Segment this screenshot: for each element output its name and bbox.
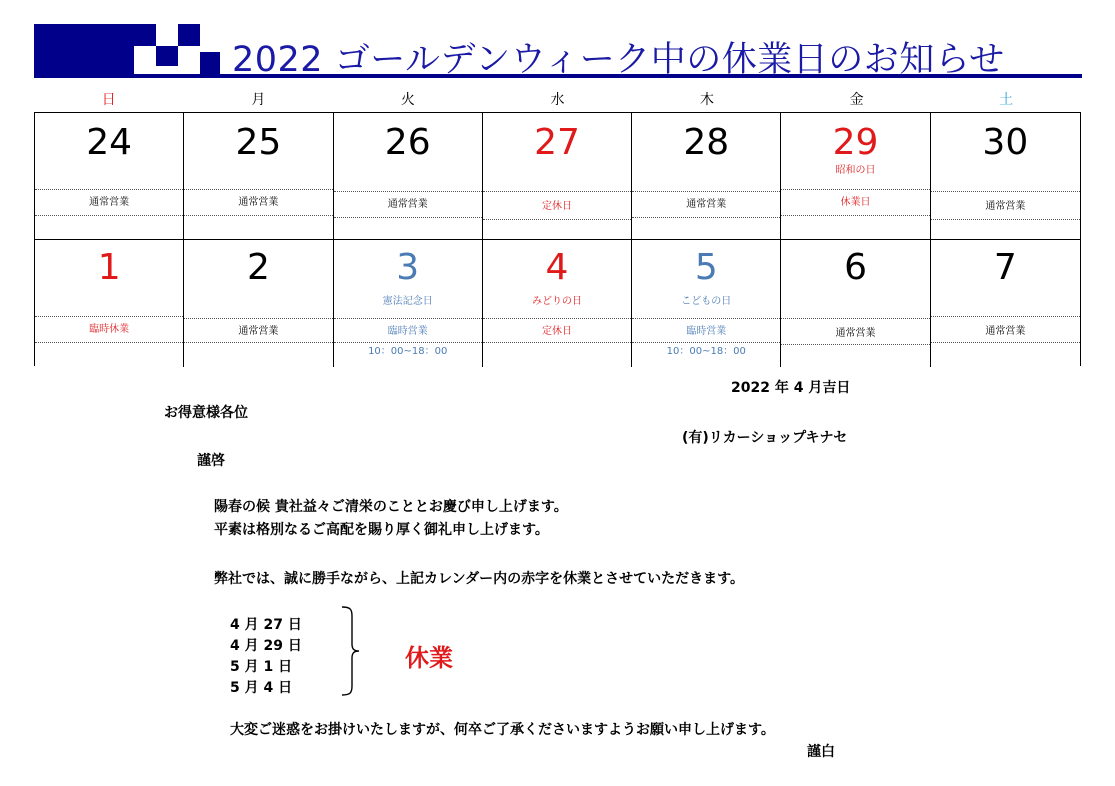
day-number: 26 (384, 122, 431, 163)
divider (184, 215, 332, 216)
day-number: 29 (832, 122, 879, 163)
calendar-day-cell (184, 240, 333, 367)
calendar-day-cell (184, 113, 333, 239)
calendar-day-cell (35, 113, 184, 239)
divider (931, 219, 1080, 220)
closed-label: 休業 (405, 644, 453, 672)
divider (35, 215, 183, 216)
holiday-name: こどもの日 (681, 296, 732, 307)
divider (35, 316, 183, 317)
closed-date: 5 月 1 日 (230, 659, 293, 675)
day-status: 定休日 (541, 201, 572, 212)
divider (184, 342, 332, 343)
letter-date: 2022 年 4 月吉日 (731, 380, 851, 396)
right-brace (340, 606, 360, 696)
day-status: 通常営業 (387, 199, 428, 210)
divider (334, 318, 482, 319)
day-number: 30 (982, 122, 1029, 163)
day-number: 4 (545, 247, 569, 288)
calendar-week-1 (35, 113, 1080, 239)
checker-logo-square (134, 24, 156, 46)
divider (931, 342, 1080, 343)
day-number: 3 (396, 247, 420, 288)
day-status: 定休日 (541, 326, 572, 337)
calendar-day-cell (334, 113, 483, 239)
divider (931, 316, 1080, 317)
weekday-wed: 水 (550, 92, 565, 108)
day-number: 1 (97, 247, 121, 288)
calendar-grid (34, 112, 1081, 366)
divider (35, 342, 183, 343)
divider (632, 217, 780, 218)
divider (781, 189, 929, 190)
calendar-day-cell (931, 113, 1080, 239)
calendar-week-2 (35, 240, 1080, 367)
letter-opening: 謹啓 (197, 453, 225, 469)
divider (781, 344, 929, 345)
divider (334, 191, 482, 192)
calendar-day-cell (781, 113, 930, 239)
divider (184, 189, 332, 190)
checker-logo (34, 24, 134, 78)
holiday-name: 憲法記念日 (382, 296, 433, 307)
divider (931, 191, 1080, 192)
day-status: 通常営業 (985, 326, 1026, 337)
calendar-day-cell (35, 240, 184, 367)
day-number: 6 (844, 247, 867, 288)
divider (35, 189, 183, 190)
letter-company: (有)リカーショップキナセ (682, 430, 848, 446)
letter-addressee: お得意様各位 (164, 405, 248, 421)
calendar-day-cell (632, 113, 781, 239)
holiday-name: みどりの日 (531, 296, 582, 307)
business-hours: 10：00~18：00 (666, 346, 746, 357)
day-status: 臨時営業 (686, 326, 727, 337)
checker-logo-square (156, 46, 178, 66)
divider (483, 342, 631, 343)
weekday-tue: 火 (400, 92, 415, 108)
day-number: 7 (993, 247, 1017, 288)
letter-line-1: 陽春の候 貴社益々ご清栄のこととお慶び申し上げます。 (214, 499, 568, 515)
calendar-day-cell (483, 240, 632, 367)
letter-closing: 謹白 (807, 744, 835, 760)
page-title: 2022 ゴールデンウィーク中の休業日のお知らせ (232, 40, 1005, 80)
closed-date: 5 月 4 日 (230, 680, 293, 696)
day-status: 通常営業 (985, 201, 1026, 212)
day-number: 2 (246, 247, 270, 288)
weekday-fri: 金 (849, 92, 864, 108)
calendar-day-cell (931, 240, 1080, 367)
day-status: 通常営業 (686, 199, 727, 210)
divider (483, 191, 631, 192)
letter-line-3: 弊社では、誠に勝手ながら、上記カレンダー内の赤字を休業とさせていただきます。 (214, 571, 744, 587)
divider (632, 342, 780, 343)
day-status: 臨時営業 (387, 326, 428, 337)
title-banner (34, 24, 1082, 78)
divider (184, 318, 332, 319)
divider (334, 217, 482, 218)
divider (781, 318, 929, 319)
weekday-sat: 土 (999, 92, 1014, 108)
closed-date: 4 月 29 日 (230, 638, 302, 654)
divider (781, 215, 929, 216)
day-number: 27 (534, 122, 580, 163)
checker-logo-square (178, 24, 200, 46)
calendar-day-cell (334, 240, 483, 367)
divider (632, 191, 780, 192)
day-status: 通常営業 (238, 197, 279, 208)
calendar-day-cell (781, 240, 930, 367)
holiday-name: 昭和の日 (835, 165, 876, 176)
closed-date: 4 月 27 日 (230, 617, 302, 633)
weekday-header (34, 90, 1081, 112)
day-status: 休業日 (840, 197, 871, 208)
day-number: 5 (694, 247, 718, 288)
day-status: 通常営業 (238, 326, 279, 337)
day-status: 臨時休業 (89, 324, 130, 335)
day-number: 28 (683, 122, 730, 163)
divider (483, 318, 631, 319)
day-number: 24 (86, 122, 133, 163)
weekday-thu: 木 (700, 92, 715, 108)
day-status: 通常営業 (89, 197, 130, 208)
day-number: 25 (235, 122, 282, 163)
weekday-sun: 日 (101, 92, 116, 108)
calendar-day-cell (632, 240, 781, 367)
business-hours: 10：00~18：00 (368, 346, 448, 357)
day-status: 通常営業 (835, 328, 876, 339)
letter-line-4: 大変ご迷惑をお掛けいたしますが、何卒ご了承くださいますようお願い申し上げます。 (230, 722, 775, 738)
letter-line-2: 平素は格別なるご高配を賜り厚く御礼申し上げます。 (214, 522, 549, 538)
calendar-day-cell (483, 113, 632, 239)
divider (334, 342, 482, 343)
divider (483, 219, 631, 220)
weekday-mon: 月 (251, 92, 266, 108)
divider (632, 318, 780, 319)
